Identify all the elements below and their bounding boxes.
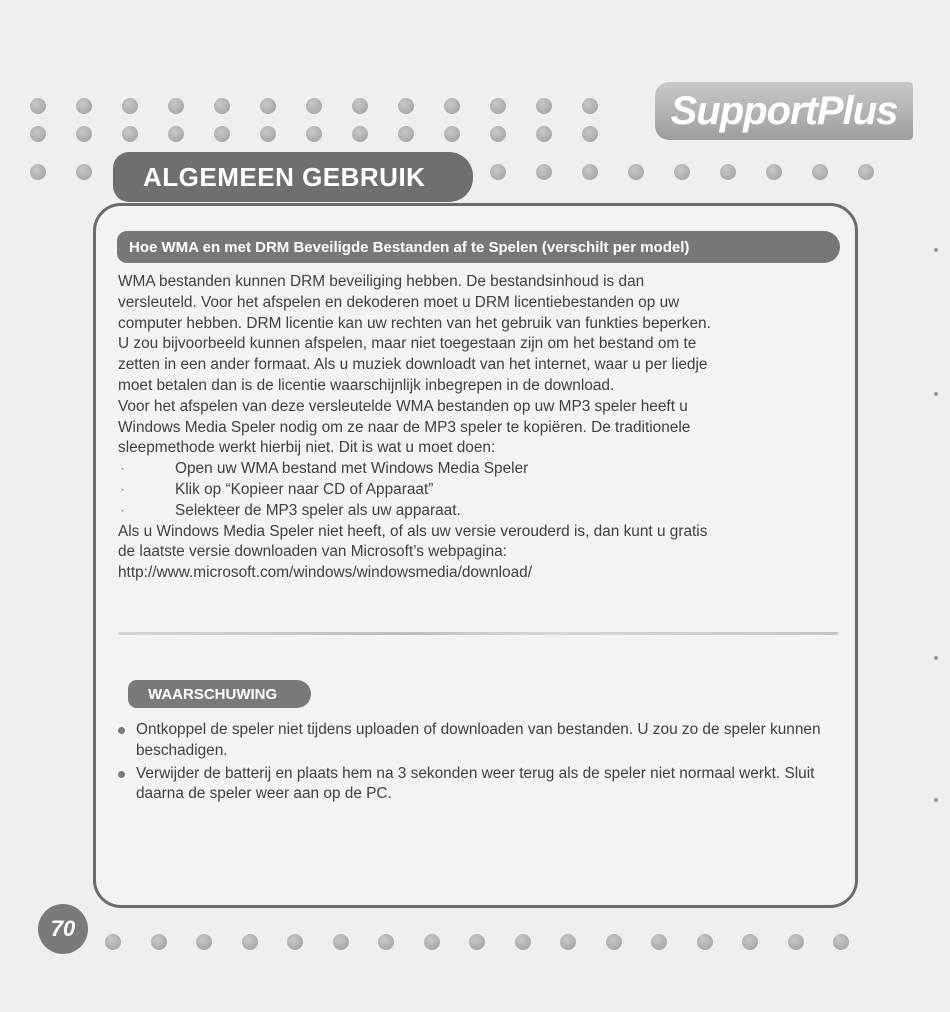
section-title-tab <box>113 152 473 202</box>
decor-dot <box>306 126 322 142</box>
step-item <box>118 459 843 480</box>
edge-mark <box>934 248 938 252</box>
decor-dot <box>812 164 828 180</box>
decor-dot <box>490 98 506 114</box>
text-line: versleuteld. Voor het afspelen en dekoderen moet u DRM licentiebestanden op uw <box>118 293 680 311</box>
step-item <box>118 501 843 522</box>
dot-row-bottom <box>95 932 895 952</box>
step-text: Selekteer de MP3 speler als uw apparaat. <box>175 501 461 519</box>
decor-dot <box>651 934 667 950</box>
logo-text: SupportPlus <box>670 88 898 133</box>
decor-dot <box>469 934 485 950</box>
text-line: sleepmethode werkt hierbij niet. Dit is wat u moet doen: <box>118 439 496 457</box>
decor-dot <box>674 164 690 180</box>
decor-dot <box>122 98 138 114</box>
decor-dot <box>398 98 414 114</box>
decor-dot <box>628 164 644 180</box>
text-line: moet betalen dan is de licentie waarschijnlijk inbegrepen in de download. <box>118 376 615 394</box>
decor-dot <box>306 98 322 114</box>
topic-body <box>118 272 843 584</box>
decor-dot <box>444 126 460 142</box>
decor-dot <box>151 934 167 950</box>
page-number: 70 <box>50 916 76 941</box>
decor-dot <box>214 126 230 142</box>
warning-item <box>118 720 843 762</box>
section-title: ALGEMEEN GEBRUIK <box>143 161 426 192</box>
decor-dot <box>833 934 849 950</box>
text-line: U zou bijvoorbeeld kunnen afspelen, maar niet toegestaan zijn om het bestand om te <box>118 335 697 353</box>
page-number-badge <box>38 904 88 954</box>
decor-dot <box>490 164 506 180</box>
dot-row-1 <box>0 96 650 116</box>
dot-row-3-right <box>480 162 930 182</box>
decor-dot <box>444 98 460 114</box>
text-line: Als u Windows Media Speler niet heeft, of als uw versie verouderd is, dan kunt u gratis <box>118 522 708 540</box>
supportplus-logo <box>655 82 913 140</box>
decor-dot <box>30 164 46 180</box>
decor-dot <box>606 934 622 950</box>
decor-dot <box>105 934 121 950</box>
topic-title-bar <box>117 231 840 263</box>
text-line: computer hebben. DRM licentie kan uw rechten van het gebruik van funkties beperken. <box>118 314 711 332</box>
paragraph-1 <box>118 272 843 397</box>
edge-mark <box>934 392 938 396</box>
paragraph-2 <box>118 397 843 459</box>
decor-dot <box>490 126 506 142</box>
decor-dot <box>766 164 782 180</box>
decor-dot <box>858 164 874 180</box>
dot-row-2 <box>0 124 650 144</box>
text-line: Voor het afspelen van deze versleutelde WMA bestanden op uw MP3 speler heeft u <box>118 397 688 415</box>
text-line: zetten in een ander formaat. Als u muziek downloadt van het internet, waar u per liedje <box>118 356 708 374</box>
decor-dot <box>398 126 414 142</box>
decor-dot <box>536 98 552 114</box>
warning-text: Ontkoppel de speler niet tijdens uploaden of downloaden van bestanden. U zou zo de speler kunnen beschadigen. <box>136 721 821 759</box>
topic-title: Hoe WMA en met DRM Beveiligde Bestanden af te Spelen (verschilt per model) <box>129 238 690 256</box>
decor-dot <box>168 98 184 114</box>
decor-dot <box>260 126 276 142</box>
decor-dot <box>424 934 440 950</box>
step-item <box>118 480 843 501</box>
decor-dot <box>515 934 531 950</box>
text-line: de laatste versie downloaden van Microsoft’s webpagina: <box>118 543 507 561</box>
text-line: WMA bestanden kunnen DRM beveiliging hebben. De bestandsinhoud is dan <box>118 273 645 290</box>
decor-dot <box>582 126 598 142</box>
decor-dot <box>287 934 303 950</box>
decor-dot <box>196 934 212 950</box>
decor-dot <box>260 98 276 114</box>
decor-dot <box>720 164 736 180</box>
edge-mark <box>934 656 938 660</box>
text-line: Windows Media Speler nodig om ze naar de MP3 speler te kopiëren. De traditionele <box>118 418 691 436</box>
warning-item <box>118 764 843 806</box>
decor-dot <box>333 934 349 950</box>
warning-list <box>118 720 843 807</box>
download-url: http://www.microsoft.com/windows/windowsmedia/download/ <box>118 564 533 582</box>
step-marker: · <box>120 460 126 478</box>
decor-dot <box>30 98 46 114</box>
bullet-icon <box>118 727 125 734</box>
decor-dot <box>352 126 368 142</box>
decor-dot <box>76 126 92 142</box>
decor-dot <box>582 98 598 114</box>
warning-text: Verwijder de batterij en plaats hem na 3 sekonden weer terug als de speler niet normaal werkt. Sluit daarna de speler weer aan op de PC. <box>136 764 815 803</box>
decor-dot <box>352 98 368 114</box>
decor-dot <box>788 934 804 950</box>
decor-dot <box>76 98 92 114</box>
warning-title-tab <box>128 680 311 708</box>
decor-dot <box>697 934 713 950</box>
warning-title: WAARSCHUWING <box>148 685 278 703</box>
bullet-icon <box>118 771 125 778</box>
decor-dot <box>214 98 230 114</box>
decor-dot <box>168 126 184 142</box>
step-text: Klik op “Kopieer naar CD of Apparaat” <box>175 480 434 498</box>
decor-dot <box>560 934 576 950</box>
decor-dot <box>76 164 92 180</box>
decor-dot <box>536 164 552 180</box>
paragraph-3 <box>118 522 843 584</box>
decor-dot <box>536 126 552 142</box>
decor-dot <box>242 934 258 950</box>
dot-row-3-left <box>0 162 110 182</box>
decor-dot <box>122 126 138 142</box>
decor-dot <box>378 934 394 950</box>
decor-dot <box>30 126 46 142</box>
section-divider <box>118 632 838 635</box>
decor-dot <box>742 934 758 950</box>
step-marker: · <box>120 480 126 498</box>
decor-dot <box>582 164 598 180</box>
step-text: Open uw WMA bestand met Windows Media Speler <box>175 460 529 478</box>
edge-mark <box>934 798 938 802</box>
step-marker: · <box>120 501 126 519</box>
